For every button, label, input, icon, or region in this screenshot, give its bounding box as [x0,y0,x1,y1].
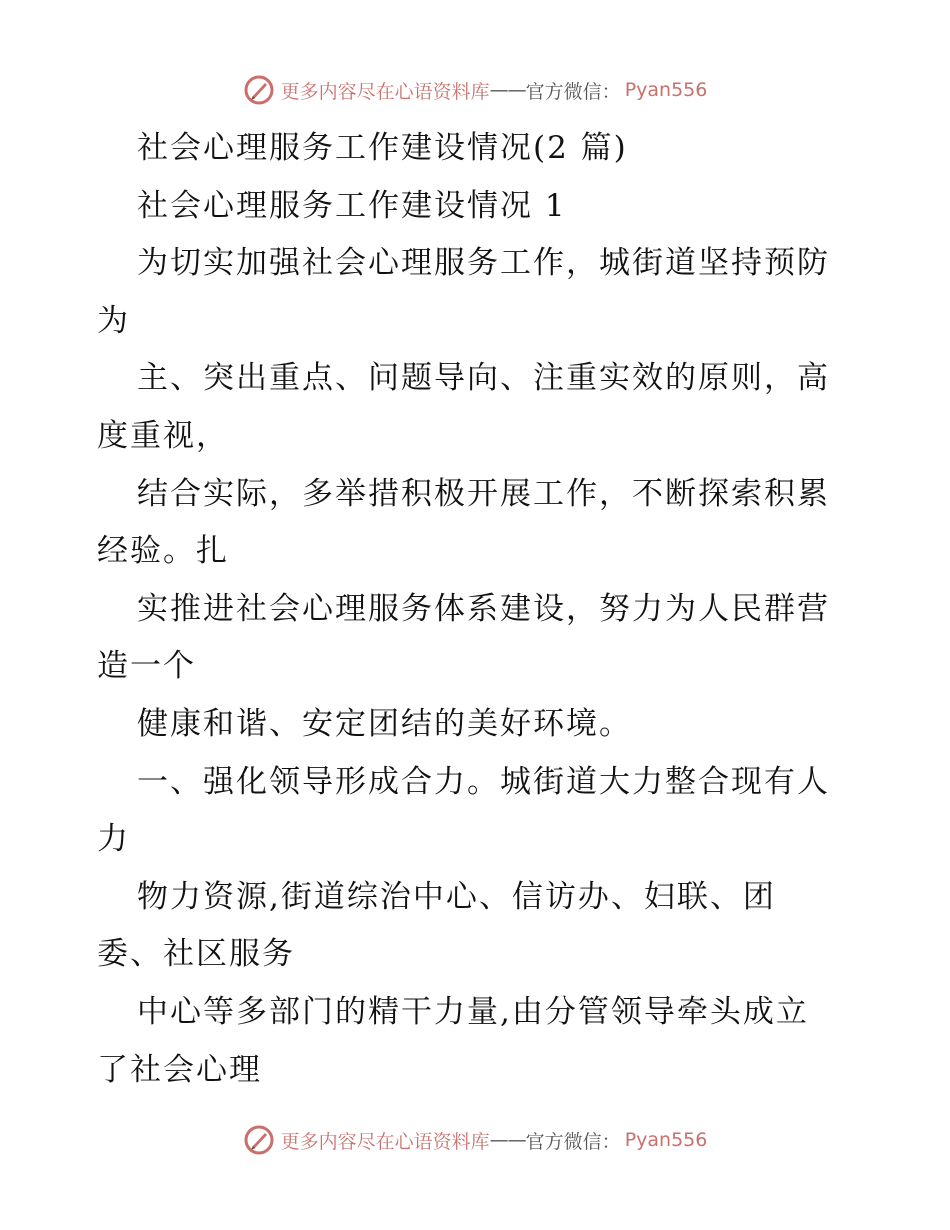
body-line: 物力资源,街道综治中心、信访办、妇联、团 [137,878,776,915]
watermark-dash: —— [489,79,526,101]
body-line: 为切实加强社会心理服务工作，城街道坚持预防 [137,245,830,282]
watermark-account: Pyan556 [624,1129,708,1151]
watermark-wechat-label: 官方微信： [525,80,621,103]
watermark-wechat-label: 官方微信： [525,1130,621,1153]
body-line: 主、突出重点、问题导向、注重实效的原则，高 [137,360,830,397]
body-line: 力 [97,821,130,858]
body-line: 中心等多部门的精干力量,由分管领导牵头成立 [137,993,809,1030]
body-line: 造一个 [97,648,196,685]
watermark-account: Pyan556 [624,79,708,101]
body-line: 了社会心理 [97,1051,262,1088]
body-line: 一、强化领导形成合力。城街道大力整合现有人 [137,763,830,800]
quill-pen-logo-icon [243,74,275,106]
body-line: 实推进社会心理服务体系建设，努力为人民群营 [137,590,830,627]
body-line: 度重视， [97,417,229,454]
document-title: 社会心理服务工作建设情况(2 篇) [137,130,628,166]
body-line: 结合实际，多举措积极开展工作，不断探索积累 [137,475,830,512]
quill-pen-logo-icon [243,1124,275,1156]
body-line: 经验。扎 [97,533,229,570]
body-line: 委、社区服务 [97,936,295,973]
body-line: 为 [97,302,130,339]
body-line: 健康和谐、安定团结的美好环境。 [137,705,632,742]
document-body [97,120,857,1099]
watermark-text: 更多内容尽在心语资料库 [280,80,490,103]
header-watermark [0,70,950,110]
footer-watermark [0,1120,950,1160]
watermark-text: 更多内容尽在心语资料库 [280,1130,490,1153]
section-heading: 社会心理服务工作建设情况 1 [137,187,567,224]
watermark-dash: —— [489,1129,526,1151]
